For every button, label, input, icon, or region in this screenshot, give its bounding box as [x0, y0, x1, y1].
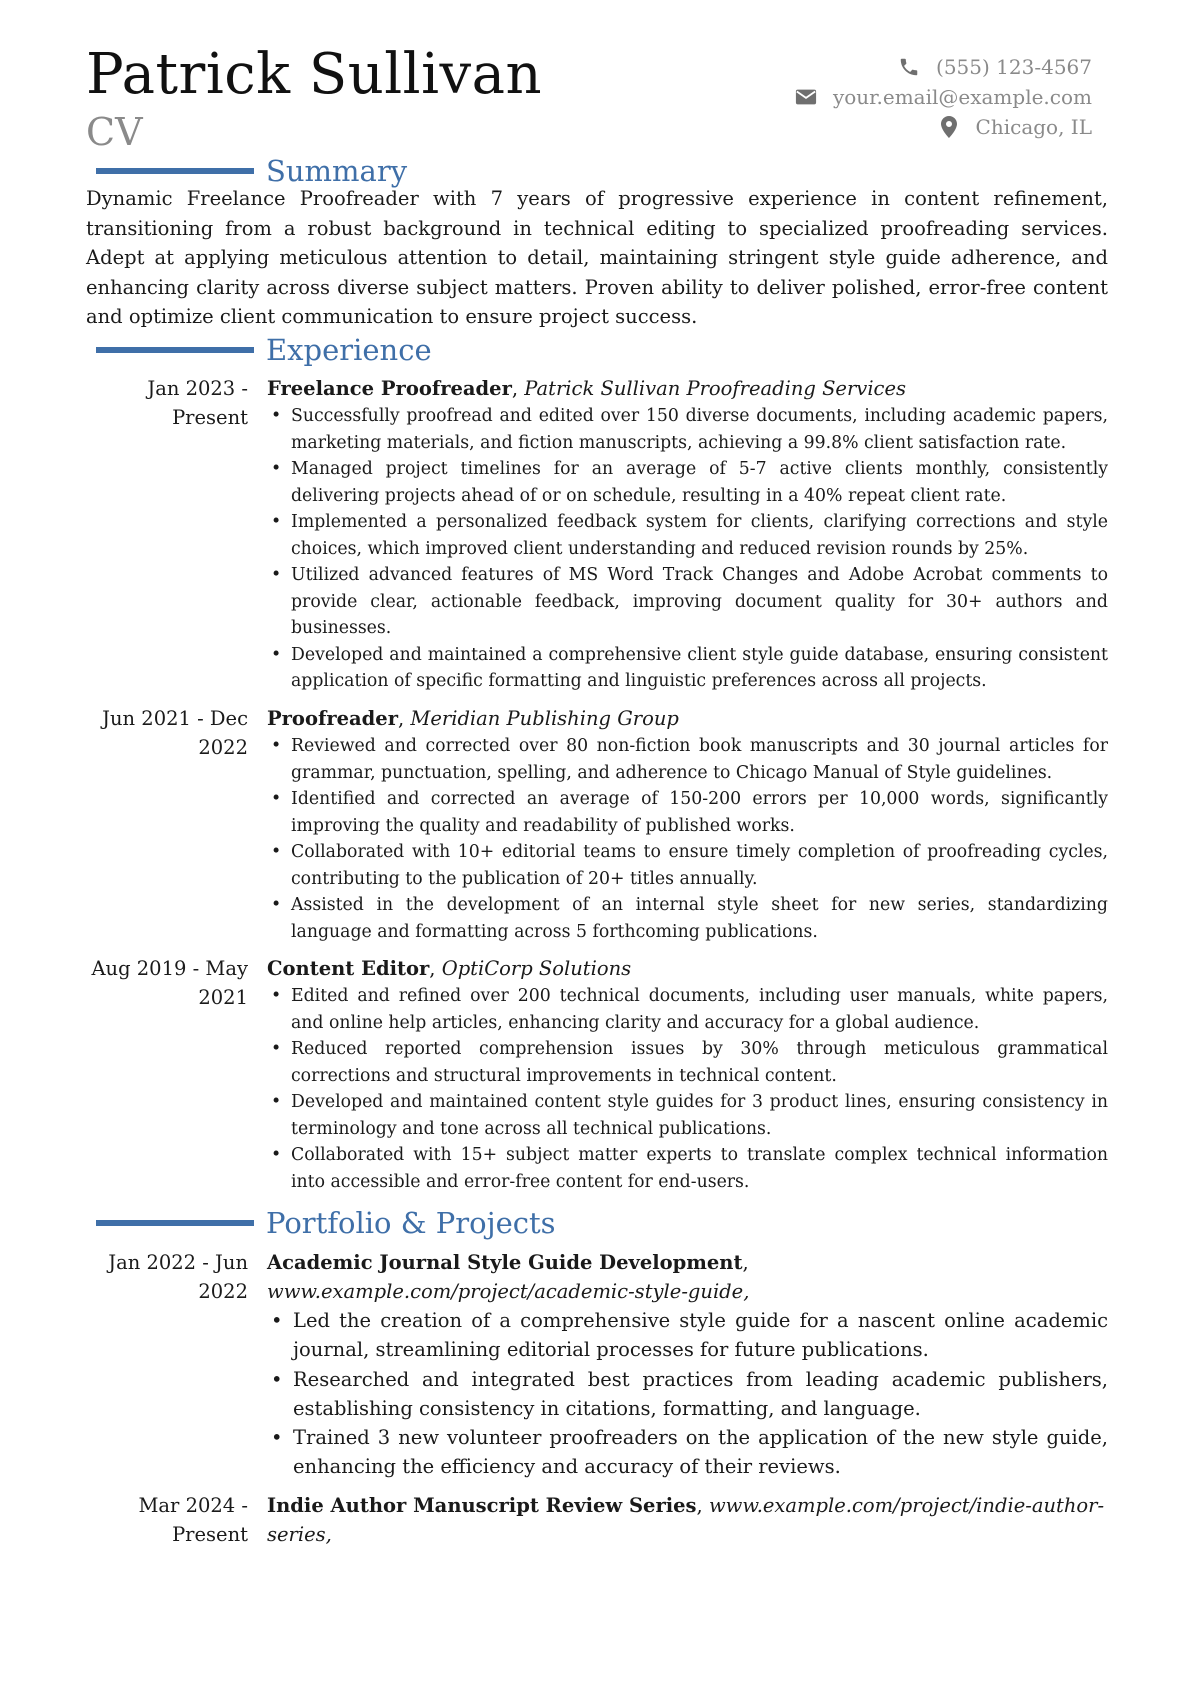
section-title: Portfolio & Projects — [266, 1206, 556, 1240]
list-item: • Successfully proofread and edited over 150 diverse documents, including academic papers, marketing materials, and fiction manuscripts, achieving a 99.8% client satisfaction rate. — [267, 403, 1108, 456]
entry-heading: Proofreader, Meridian Publishing Group — [267, 707, 679, 730]
envelope-icon — [793, 86, 819, 108]
entry-date: Jan 2023 - Present — [147, 377, 248, 429]
entry-heading: Content Editor, OptiCorp Solutions — [267, 957, 632, 980]
phone-icon — [896, 56, 922, 78]
summary-heading — [96, 154, 407, 188]
list-item: • Trained 3 new volunteer proofreaders on the application of the new style guide, enhancing the efficiency and accuracy of their reviews. — [267, 1423, 1108, 1482]
list-item: • Implemented a personalized feedback system for clients, clarifying corrections and style choices, which improved client understanding and reduced revision rounds by 25%. — [267, 509, 1108, 562]
location-text: Chicago, IL — [975, 115, 1092, 139]
list-item: • Led the creation of a comprehensive style guide for a nascent online academic journal, streamlining editorial processes for future publications. — [267, 1306, 1108, 1365]
list-item: • Utilized advanced features of MS Word Track Changes and Adobe Acrobat comments to provide clear, actionable feedback, improving document quality for 30+ authors and businesses. — [267, 562, 1108, 642]
list-item: • Developed and maintained a comprehensive client style guide database, ensuring consistent application of specific formatting and linguistic preferences across all projects. — [267, 642, 1108, 695]
project-name: Academic Journal Style Guide Development — [267, 1251, 743, 1274]
experience-heading — [96, 333, 432, 367]
employer: OptiCorp Solutions — [441, 957, 632, 980]
entry-heading: Academic Journal Style Guide Development, www.example.com/project/academic-style-guide, — [267, 1251, 750, 1303]
bullet-list — [267, 403, 1108, 695]
section-rule — [96, 168, 254, 174]
entry-date: Jan 2022 - Jun 2022 — [108, 1251, 248, 1303]
project-name: Indie Author Manuscript Review Series — [267, 1494, 697, 1517]
list-item: • Collaborated with 15+ subject matter experts to translate complex technical information into accessible and error-free content for end-users. — [267, 1142, 1108, 1195]
contact-email[interactable] — [793, 82, 1092, 112]
project-link[interactable]: www.example.com/project/indie-author-series, — [267, 1494, 1105, 1546]
job-title: Proofreader — [267, 707, 398, 730]
contact-location — [793, 112, 1092, 142]
entry-content — [267, 954, 1108, 1195]
document-subtitle: CV — [86, 110, 143, 154]
entry-content — [267, 1491, 1108, 1549]
list-item: • Identified and corrected an average of 150-200 errors per 10,000 words, significantly improving the quality and readability of published works. — [267, 786, 1108, 839]
entry-date: Mar 2024 - Present — [138, 1494, 248, 1546]
project-link[interactable]: www.example.com/project/academic-style-guide, — [267, 1280, 750, 1303]
email-text: your.email@example.com — [832, 85, 1092, 109]
list-item: • Developed and maintained content style guides for 3 product lines, ensuring consistency in terminology and tone across all technical publications. — [267, 1089, 1108, 1142]
entry-heading: Indie Author Manuscript Review Series, www.example.com/project/indie-author-series, — [267, 1494, 1105, 1546]
section-title: Summary — [266, 154, 408, 188]
entry-content — [267, 1248, 1108, 1482]
entry-content — [267, 704, 1108, 945]
entry-date: Aug 2019 - May 2021 — [91, 957, 248, 1009]
contact-block — [793, 52, 1092, 142]
entry-date: Jun 2021 - Dec 2022 — [102, 707, 248, 759]
entry-heading: Freelance Proofreader, Patrick Sullivan Proofreading Services — [267, 377, 907, 400]
summary-text: Dynamic Freelance Proofreader with 7 years of progressive experience in content refinement, transitioning from a robust background in technical editing to specialized proofreading services. Adept at applying meticulous attention to detail, maintaining stringent style guide adherence, and enhancing clarity across diverse subject matters. Proven ability to deliver polished, error-free content and optimize client communication to ensure project success. — [86, 187, 1108, 328]
list-item: • Assisted in the development of an internal style sheet for new series, standardizing language and formatting across 5 forthcoming publications. — [267, 892, 1108, 945]
list-item: • Reduced reported comprehension issues by 30% through meticulous grammatical corrections and structural improvements in technical content. — [267, 1036, 1108, 1089]
section-rule — [96, 1220, 254, 1226]
job-title: Content Editor — [267, 957, 430, 980]
section-rule — [96, 347, 254, 353]
section-title: Experience — [266, 333, 432, 367]
list-item: • Reviewed and corrected over 80 non-fiction book manuscripts and 30 journal articles for grammar, punctuation, spelling, and adherence to Chicago Manual of Style guidelines. — [267, 733, 1108, 786]
bullet-list — [267, 733, 1108, 945]
entry-content — [267, 374, 1108, 695]
list-item: • Collaborated with 10+ editorial teams to ensure timely completion of proofreading cycles, contributing to the publication of 20+ titles annually. — [267, 839, 1108, 892]
projects-heading — [96, 1206, 556, 1240]
list-item: • Managed project timelines for an average of 5-7 active clients monthly, consistently delivering projects ahead of or on schedule, resulting in a 40% repeat client rate. — [267, 456, 1108, 509]
employer: Patrick Sullivan Proofreading Services — [524, 377, 907, 400]
list-item: • Edited and refined over 200 technical documents, including user manuals, white papers, and online help articles, enhancing clarity and accuracy for a global audience. — [267, 983, 1108, 1036]
job-title: Freelance Proofreader — [267, 377, 512, 400]
employer: Meridian Publishing Group — [410, 707, 679, 730]
candidate-name: Patrick Sullivan — [86, 42, 543, 107]
phone-text: (555) 123-4567 — [936, 55, 1092, 79]
bullet-list — [267, 1306, 1108, 1482]
list-item: • Researched and integrated best practices from leading academic publishers, establishing consistency in citations, formatting, and language. — [267, 1365, 1108, 1424]
contact-phone[interactable] — [793, 52, 1092, 82]
bullet-list — [267, 983, 1108, 1195]
map-marker-icon — [936, 116, 962, 138]
